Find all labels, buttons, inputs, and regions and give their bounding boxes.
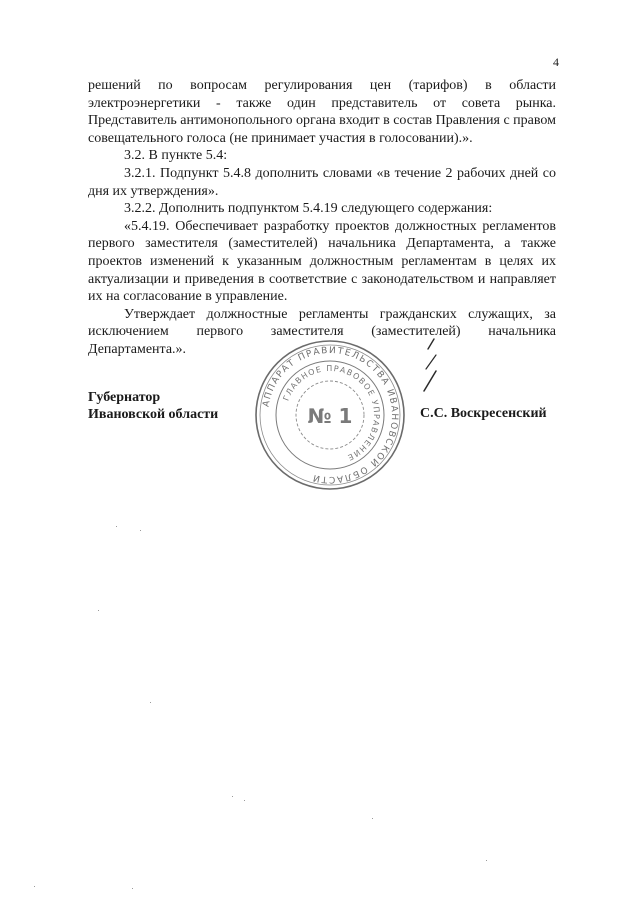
- scan-speck: [98, 610, 99, 611]
- page-number: 4: [553, 55, 559, 69]
- signature-title: [88, 389, 218, 423]
- scan-speck: [244, 800, 245, 801]
- scan-speck: [232, 796, 233, 797]
- official-seal-stamp: [240, 335, 420, 495]
- scan-speck: [150, 702, 151, 703]
- scan-speck: [34, 886, 35, 887]
- scan-speck: [132, 888, 133, 889]
- paragraph-continuation: решений по вопросам регулирования цен (тарифов) в области электроэнергетики - также один представитель от совета рынка. Представитель антимонопольного органа входит в состав Правления с правом совещательного голоса (не принимает участия в голосовании).».: [88, 78, 556, 146]
- document-body: [88, 77, 556, 359]
- signature-title-line1: Губернатор: [88, 390, 161, 405]
- stamp-outer-text: АППАРАТ ПРАВИТЕЛЬСТВА ИВАНОВСКОЙ ОБЛАСТИ: [261, 345, 400, 485]
- paragraph-item-3-2: 3.2. В пункте 5.4:: [124, 148, 228, 164]
- stamp-inner-text: ГЛАВНОЕ ПРАВОВОЕ УПРАВЛЕНИЕ: [281, 363, 382, 463]
- signature-name: С.С. Воскресенский: [420, 406, 547, 421]
- paragraph-item-3-2-1: 3.2.1. Подпункт 5.4.8 дополнить словами «в течение 2 рабочих дней со дня их утверждения».: [88, 165, 556, 199]
- signature-title-line2: Ивановской области: [88, 407, 219, 422]
- scan-speck: [140, 530, 141, 531]
- stamp-center-text: № 1: [307, 404, 353, 428]
- paragraph-item-5-4-19: «5.4.19. Обеспечивает разработку проектов должностных регламентов первого заместителя (заместителей) начальника Департамента, а также проектов изменений к указанным должностным регламентам в целях их актуализации и приведения в соответствие с законодательством и направляет их на согласование в управление.: [88, 218, 556, 305]
- scan-speck: [486, 860, 487, 861]
- paragraph-item-3-2-2: 3.2.2. Дополнить подпунктом 5.4.19 следующего содержания:: [124, 201, 493, 217]
- scan-speck: [116, 526, 117, 527]
- paragraph-approval: Утверждает должностные регламенты гражданских служащих, за исключением первого заместителя (заместителей) начальника Департамента.».: [88, 306, 556, 357]
- handwritten-signature: [418, 335, 448, 395]
- scan-speck: [372, 818, 373, 819]
